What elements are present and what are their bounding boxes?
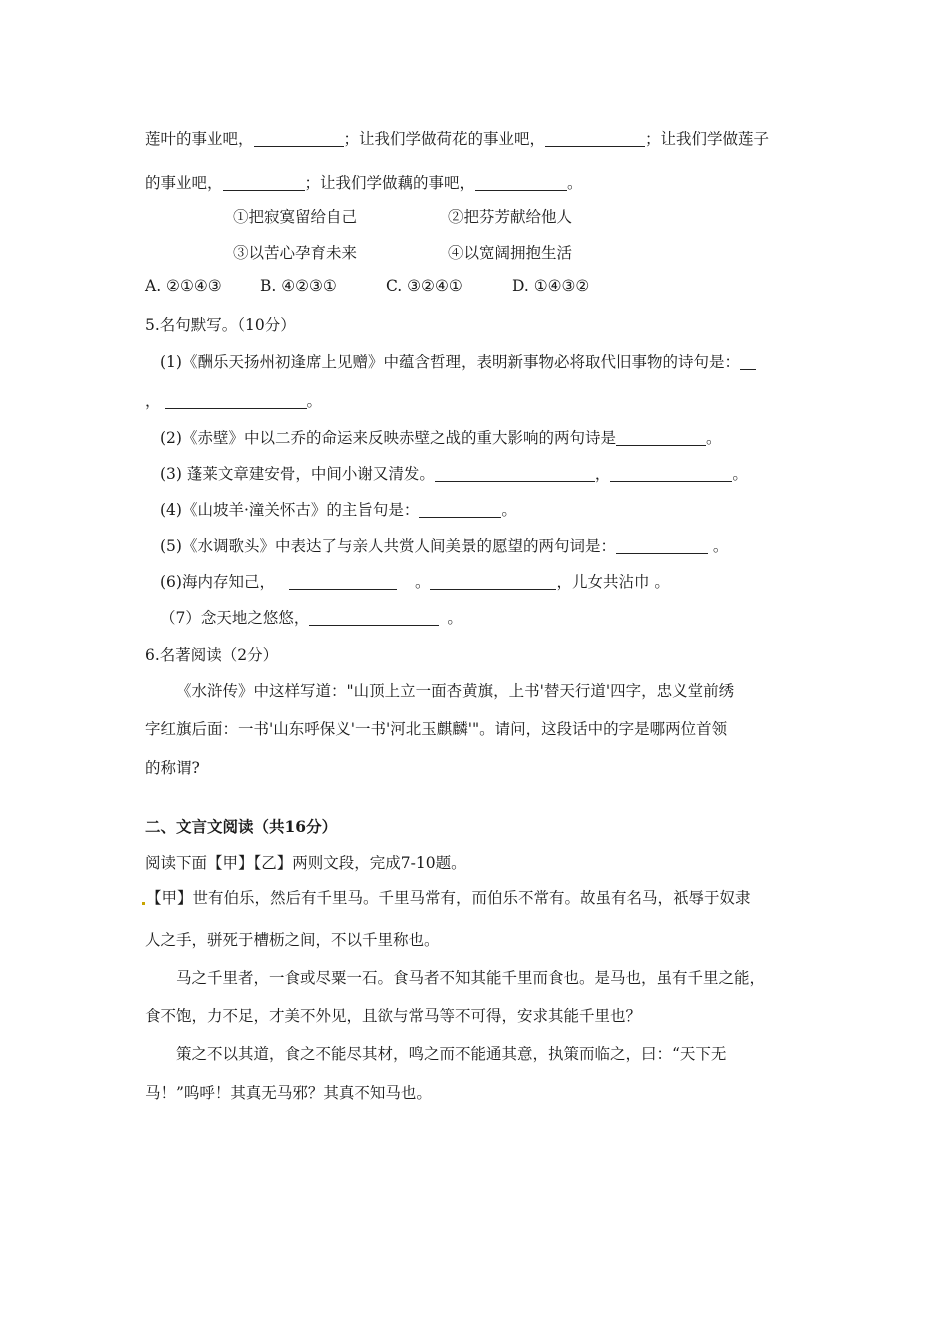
q5-item-2 [160, 426, 721, 448]
q4-choice-a: A. ②①④③ [145, 277, 222, 295]
answer-blank[interactable] [309, 610, 439, 627]
answer-blank[interactable] [289, 574, 397, 591]
q4-text: 。 [567, 174, 583, 192]
q6-paragraph-line-1: 《水浒传》中这样写道："山顶上立一面杏黄旗，上书'替天行道'四字，忠义堂前绣 [176, 682, 735, 700]
passage-para-3-line-1: 策之不以其道，食之不能尽其材，鸣之而不能通其意，执策而临之，曰：“天下无 [176, 1045, 727, 1063]
q4-option-1: ①把寂寞留给自己 [233, 208, 358, 226]
q6-heading: 6.名著阅读（2分） [145, 646, 279, 664]
q5-heading: 5.名句默写。（10分） [145, 316, 296, 334]
q5-text: 。 [306, 392, 323, 410]
q5-text: 。 [732, 465, 748, 483]
marker-dot [142, 902, 145, 905]
answer-blank[interactable] [545, 131, 645, 148]
answer-blank[interactable] [223, 175, 305, 192]
q5-item-1-cont [145, 389, 322, 411]
q5-text: ， [594, 465, 611, 483]
section-2-heading: 二、文言文阅读（共16分） [145, 817, 338, 836]
q5-text: (1)《酬乐天扬州初逢席上见赠》中蕴含哲理，表明新事物必将取代旧事物的诗句是： [160, 353, 740, 371]
answer-blank[interactable] [435, 466, 595, 483]
answer-blank[interactable] [616, 538, 708, 555]
q4-text: ；让我们学做藕的事吧， [304, 174, 476, 192]
q5-item-6 [160, 570, 670, 592]
answer-blank[interactable] [616, 430, 706, 447]
answer-blank[interactable] [419, 502, 501, 519]
passage-jia-line-2: 人之手，骈死于槽枥之间，不以千里称也。 [145, 931, 440, 949]
q5-item-4 [160, 498, 517, 520]
answer-blank[interactable] [254, 131, 344, 148]
passage-jia-line-1 [142, 886, 751, 908]
answer-blank[interactable] [475, 175, 567, 192]
q5-text: ， [145, 392, 161, 410]
q4-choice-d: D. ①④③② [512, 277, 590, 295]
q4-text: ；让我们学做荷花的事业吧， [343, 130, 546, 148]
q4-option-2: ②把芬芳献给他人 [448, 208, 573, 226]
q5-item-3 [160, 462, 748, 484]
q4-option-3: ③以苦心孕育未来 [233, 244, 358, 262]
q4-line-2 [145, 171, 583, 193]
q4-text: 莲叶的事业吧， [145, 130, 254, 148]
q5-text: ，儿女共沾巾 。 [556, 573, 670, 591]
answer-blank[interactable] [740, 354, 756, 371]
q6-paragraph-line-2: 字红旗后面：一书'山东呼保义'一书'河北玉麒麟'"。请问，这段话中的字是哪两位首领 [145, 720, 728, 738]
q5-text: 。 [501, 501, 517, 519]
passage-text: 【甲】世有伯乐，然后有千里马。千里马常有，而伯乐不常有。故虽有名马，祇辱于奴隶 [146, 889, 751, 907]
q4-text: ；让我们学做莲子 [645, 130, 770, 148]
q6-paragraph-line-3: 的称谓? [145, 759, 200, 777]
q5-text: (6)海内存知己， [160, 573, 275, 591]
q5-text: 。 [705, 429, 722, 447]
q5-text: (4)《山坡羊·潼关怀古》的主旨句是： [160, 501, 420, 519]
q5-text: (3) 蓬莱文章建安骨，中间小谢又清发。 [160, 465, 435, 483]
q4-text: 的事业吧， [145, 174, 223, 192]
q4-choice-c: C. ③②④① [386, 277, 463, 295]
q5-item-1 [160, 350, 756, 372]
q5-text: (2)《赤壁》中以二乔的命运来反映赤壁之战的重大影响的两句诗是 [160, 429, 616, 447]
answer-blank[interactable] [430, 574, 556, 591]
q5-item-7 [160, 606, 463, 628]
q4-option-4: ④以宽阔拥抱生活 [448, 244, 573, 262]
q5-text: (5)《水调歌头》中表达了与亲人共赏人间美景的愿望的两句词是： [160, 537, 616, 555]
q5-text: 。 [447, 609, 463, 627]
q4-choice-b: B. ④②③① [260, 277, 337, 295]
q4-line-1 [145, 127, 769, 149]
q5-item-5 [160, 534, 728, 556]
answer-blank[interactable] [165, 393, 307, 410]
answer-blank[interactable] [610, 466, 732, 483]
passage-para-2-line-1: 马之千里者，一食或尽粟一石。食马者不知其能千里而食也。是马也，虽有千里之能， [176, 969, 766, 987]
q5-text: （7）念天地之悠悠， [160, 609, 310, 627]
passage-para-2-line-2: 食不饱，力不足，才美不外见，且欲与常马等不可得，安求其能千里也？ [145, 1007, 642, 1025]
q5-text: 。 [414, 573, 431, 591]
section-2-intro: 阅读下面【甲】【乙】两则文段，完成7-10题。 [145, 854, 467, 872]
passage-para-3-line-2: 马！”呜呼！其真无马邪？其真不知马也。 [145, 1084, 432, 1102]
q5-text: 。 [707, 537, 729, 555]
